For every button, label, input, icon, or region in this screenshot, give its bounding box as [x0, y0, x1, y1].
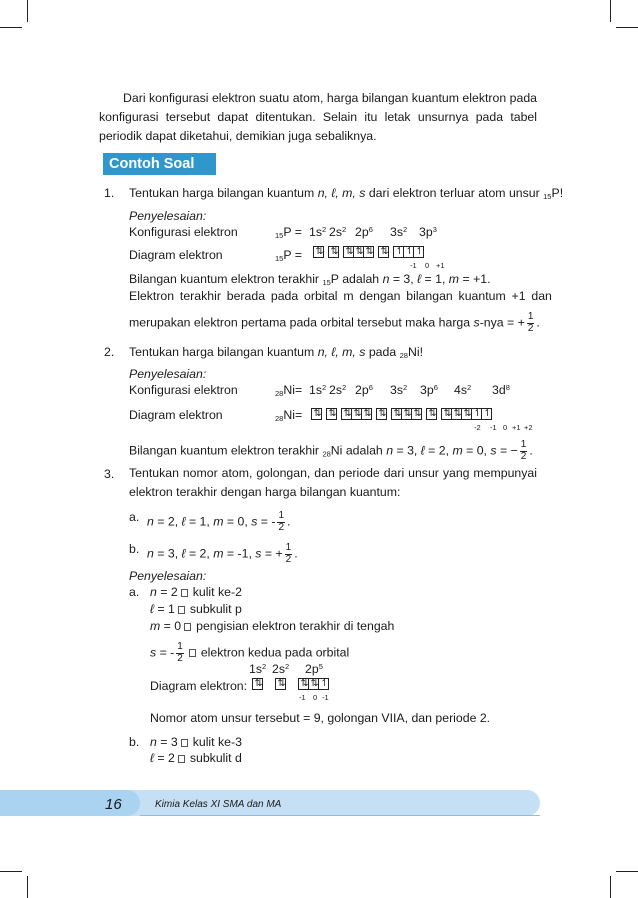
- config-orbital: 1s: [309, 383, 322, 397]
- orbital-box: ↿: [318, 678, 329, 690]
- q1-m-label: -1: [410, 261, 417, 270]
- crop-mark: [0, 27, 22, 28]
- orbital-box: ⇅: [378, 246, 389, 258]
- orbital-group: [441, 408, 492, 420]
- q3-sol-a-conclusion: Nomor atom unsur tersebut = 9, golongan VIIA, dan periode 2.: [150, 711, 491, 725]
- orbital-group: [343, 246, 374, 258]
- config-term: [492, 384, 510, 396]
- crop-mark: [27, 876, 28, 898]
- q2-m-label: 0: [503, 423, 508, 432]
- config-term: [329, 384, 346, 396]
- config-orbital: 4s: [454, 383, 467, 397]
- orbital-box: ⇅: [376, 408, 387, 420]
- config-term: [309, 226, 326, 238]
- orbital-box: ⇅: [351, 408, 362, 420]
- orbital-box: ⇅: [326, 408, 337, 420]
- q3-question: Tentukan nomor atom, golongan, dan periode dari unsur yang mempunyai elektron terakhir dengan harga bilangan kuantum:: [129, 466, 537, 499]
- page-number: 16: [105, 796, 122, 813]
- q3-sol-a-l: ℓ = 1 subkulit p: [150, 602, 242, 616]
- q3-sol-a-n: n = 2 kulit ke-2: [150, 585, 242, 599]
- config-orbital: 3p: [420, 383, 434, 397]
- orbital-box: ⇅: [252, 678, 263, 690]
- crop-mark: [616, 27, 638, 28]
- config-electrons: 8: [505, 383, 510, 392]
- config-orbital: 2s: [329, 383, 342, 397]
- orbital-box: ⇅: [451, 408, 462, 420]
- config-term: [272, 663, 289, 675]
- q3-sol-a-s: s = - $\frac{1}{2}$ elektron kedua pada orbital: [150, 641, 350, 664]
- orbital-box: ⇅: [363, 246, 374, 258]
- orbital-group: [341, 408, 372, 420]
- config-electrons: 6: [368, 383, 373, 392]
- config-orbital: 3s: [390, 225, 403, 239]
- orbital-box: ⇅: [313, 246, 324, 258]
- config-orbital: 3d: [492, 383, 506, 397]
- config-electrons: 2: [322, 383, 327, 392]
- orbital-box: ↿: [403, 246, 414, 258]
- config-term: [309, 384, 326, 396]
- config-electrons: 2: [403, 225, 408, 234]
- fraction: $\frac{1}{2}$: [177, 641, 183, 664]
- orbital-box: ⇅: [275, 678, 286, 690]
- config-electrons: 2: [467, 383, 472, 392]
- orbital-box: ⇅: [361, 408, 372, 420]
- fraction: $\frac{1}{2}$: [527, 311, 534, 334]
- config-orbital: 2s: [329, 225, 342, 239]
- q1-line3: merupakan elektron pertama pada orbital tersebut maka harga s-nya = + $\frac{1}{2}$ .: [129, 311, 540, 334]
- orbital-box: ⇅: [401, 408, 412, 420]
- orbital-box: ⇅: [343, 246, 354, 258]
- config-electrons: 6: [433, 383, 438, 392]
- config-term: [355, 226, 373, 238]
- q2-m-label: -2: [474, 423, 481, 432]
- config-electrons: 2: [342, 225, 347, 234]
- q2-m-label: +1: [512, 423, 521, 432]
- orbital-group: [393, 246, 424, 258]
- q1-config-label: Konfigurasi elektron: [129, 225, 238, 239]
- config-orbital: 1s: [309, 225, 322, 239]
- orbital-group: [326, 408, 337, 420]
- fraction: $\frac{1}{2}$: [278, 510, 285, 533]
- q2-question: Tentukan harga bilangan kuantum n, ℓ, m, s pada $_{28}$Ni!: [129, 345, 424, 360]
- config-electrons: 2: [285, 662, 290, 671]
- arrow-glyph-icon: [181, 739, 188, 747]
- config-orbital: 1s: [249, 662, 262, 676]
- config-electrons: 2: [403, 383, 408, 392]
- q2-orbital-diagram: [311, 408, 492, 420]
- orbital-box: ⇅: [353, 246, 364, 258]
- q2-diagram-atom: $_{28}$Ni=: [275, 408, 303, 423]
- config-electrons: 3: [432, 225, 437, 234]
- config-electrons: 2: [262, 662, 267, 671]
- orbital-group: [313, 246, 324, 258]
- config-term: [355, 384, 373, 396]
- q2-diagram-label: Diagram elektron: [129, 408, 223, 422]
- q3-b-label: b.: [129, 542, 140, 556]
- arrow-glyph-icon: [181, 589, 188, 597]
- arrow-glyph-icon: [189, 649, 196, 657]
- orbital-box: ⇅: [461, 408, 472, 420]
- q3-sol-b-n: n = 3 kulit ke-3: [150, 735, 242, 749]
- q3-penyelesaian: Penyelesaian:: [129, 569, 207, 583]
- config-term: [454, 384, 471, 396]
- orbital-box: ⇅: [411, 408, 422, 420]
- orbital-group: [311, 408, 322, 420]
- config-orbital: 2p: [355, 225, 369, 239]
- q1-diagram-label: Diagram elektron: [129, 248, 223, 262]
- orbital-group: [298, 678, 329, 690]
- intro-paragraph: Dari konfigurasi elektron suatu atom, harga bilangan kuantum elektron pada konfigurasi tersebut dapat ditentukan. Selain itu letak unsurnya pada tabel periodik dapat diketahui, demikian juga sebaliknya.: [99, 91, 537, 143]
- q3-a-values: n = 2, ℓ = 1, m = 0, s = - $\frac{1}{2}$ .: [147, 510, 291, 533]
- config-term: [305, 663, 323, 675]
- q3-sol-a-diagram-label: Diagram elektron:: [150, 679, 248, 693]
- config-term: [419, 226, 437, 238]
- config-term: [390, 384, 407, 396]
- q1-diagram-atom: $_{15}$P =: [275, 248, 302, 263]
- q1-line2: Elektron terakhir berada pada orbital m dengan bilangan kuantum +1 dan: [129, 289, 552, 303]
- orbital-box: ⇅: [426, 408, 437, 420]
- config-orbital: 2p: [355, 383, 369, 397]
- config-orbital: 2s: [272, 662, 285, 676]
- q1-orbital-diagram: [313, 246, 424, 258]
- orbital-box: ⇅: [308, 678, 319, 690]
- q3-sol-b-l: ℓ = 2 subkulit d: [150, 751, 242, 765]
- q3-b-values: n = 3, ℓ = 2, m = -1, s = + $\frac{1}{2}$ .: [147, 542, 298, 565]
- q1-question: Tentukan harga bilangan kuantum n, ℓ, m, s dari elektron terluar atom unsur $_{15}$P!: [129, 186, 564, 201]
- q1-number: 1.: [104, 186, 115, 200]
- orbital-box: ↿: [413, 246, 424, 258]
- config-electrons: 6: [368, 225, 373, 234]
- q1-m-label: +1: [436, 261, 445, 270]
- fraction: $\frac{1}{2}$: [520, 439, 527, 462]
- q3-m-label: -1: [299, 693, 306, 702]
- q1-result: Bilangan kuantum elektron terakhir $_{15}$P adalah n = 3, ℓ = 1, m = +1.: [129, 272, 491, 287]
- book-title: Kimia Kelas XI SMA dan MA: [155, 799, 282, 810]
- q3-sol-a-orbital-diagram: [252, 678, 329, 690]
- section-title: Contoh Soal: [103, 153, 216, 175]
- config-electrons: 2: [342, 383, 347, 392]
- orbital-box: ↿: [471, 408, 482, 420]
- crop-mark: [610, 0, 611, 22]
- config-term: [420, 384, 438, 396]
- crop-mark: [610, 876, 611, 898]
- q2-penyelesaian: Penyelesaian:: [129, 367, 207, 381]
- config-orbital: 2p: [305, 662, 319, 676]
- q3-sol-a-label: a.: [129, 585, 140, 599]
- arrow-glyph-icon: [178, 755, 185, 763]
- orbital-box: ⇅: [328, 246, 339, 258]
- q2-m-label: +2: [524, 423, 533, 432]
- q3-sol-a-m: m = 0 pengisian elektron terakhir di tengah: [150, 619, 395, 633]
- orbital-box: ↿: [481, 408, 492, 420]
- fraction: $\frac{1}{2}$: [285, 542, 292, 565]
- config-electrons: 2: [322, 225, 327, 234]
- orbital-box: ⇅: [391, 408, 402, 420]
- orbital-group: [391, 408, 422, 420]
- crop-mark: [0, 871, 22, 872]
- orbital-box: ⇅: [298, 678, 309, 690]
- crop-mark: [27, 0, 28, 22]
- config-orbital: 3s: [390, 383, 403, 397]
- orbital-box: ↿: [393, 246, 404, 258]
- q3-sol-b-label: b.: [129, 735, 140, 749]
- q2-config-atom: $_{28}$Ni=: [275, 383, 303, 398]
- q1-config-atom: $_{15}$P =: [275, 225, 302, 240]
- q2-number: 2.: [104, 345, 115, 359]
- orbital-group: [376, 408, 387, 420]
- q2-config-label: Konfigurasi elektron: [129, 383, 238, 397]
- config-orbital: 3p: [419, 225, 433, 239]
- orbital-group: [252, 678, 263, 690]
- orbital-box: ⇅: [341, 408, 352, 420]
- orbital-group: [328, 246, 339, 258]
- q2-result: Bilangan kuantum elektron terakhir $_{28}$Ni adalah n = 3, ℓ = 2, m = 0, s = − $\frac{1}{2}$ .: [129, 439, 533, 462]
- q1-penyelesaian: Penyelesaian:: [129, 209, 207, 223]
- config-term: [329, 226, 346, 238]
- config-term: [390, 226, 407, 238]
- orbital-group: [275, 678, 286, 690]
- config-electrons: 5: [318, 662, 323, 671]
- q3-number: 3.: [104, 467, 115, 481]
- orbital-group: [378, 246, 389, 258]
- q3-a-label: a.: [129, 510, 140, 524]
- arrow-glyph-icon: [184, 623, 191, 631]
- orbital-box: ⇅: [441, 408, 452, 420]
- q3-m-label: -1: [322, 693, 329, 702]
- orbital-box: ⇅: [311, 408, 322, 420]
- orbital-group: [426, 408, 437, 420]
- footer-line: [140, 815, 540, 816]
- q2-m-label: -1: [490, 423, 497, 432]
- arrow-glyph-icon: [178, 606, 185, 614]
- config-term: [249, 663, 266, 675]
- q3-m-label: 0: [313, 693, 318, 702]
- q1-m-label: 0: [425, 261, 430, 270]
- crop-mark: [616, 871, 638, 872]
